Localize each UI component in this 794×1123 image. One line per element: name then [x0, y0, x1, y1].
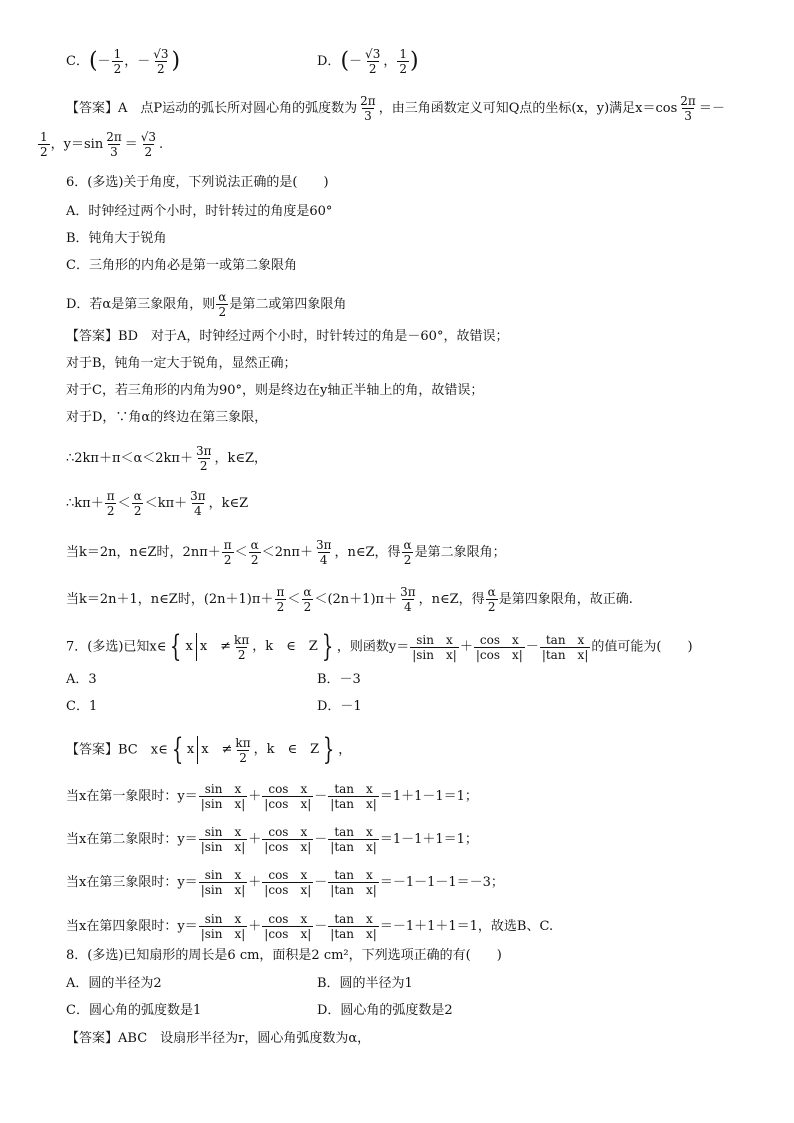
- q8-option-d: D．圆心角的弧度数是2: [317, 1003, 453, 1018]
- q7-quadrant-2: 当x在第二象限时：y＝ $\frac{\text{sin x}}{\text{|sin x|}}$ ＋ $\frac{\text{cos x}}{\text{|cos x|}}$ － $\frac{\text{tan x}}{\text{|tan x|}}$ ＝1－1＋1＝1；: [66, 825, 478, 854]
- q6-option-a: A．时钟经过两个小时，时针转过的角度是60°: [66, 204, 333, 219]
- q8-option-b: B．圆的半径为1: [317, 976, 413, 991]
- q7-option-b: B．－3: [317, 672, 361, 687]
- q7-quadrant-1: 当x在第一象限时：y＝ $\frac{\text{sin x}}{\text{|sin x|}}$ ＋ $\frac{\text{cos x}}{\text{|cos x|}}$ － $\frac{\text{tan x}}{\text{|tan x|}}$ ＝1＋1－1＝1；: [66, 782, 478, 811]
- q8-option-c: C．圆心角的弧度数是1: [66, 1003, 202, 1018]
- q5-answer-line1: 【答案】A 点P运动的弧长所对圆心角的弧度数为 $\frac{2\pi}{3}$ ，由三角函数定义可知Q点的坐标(x，y)满足x＝cos $\frac{2\pi}{3}$ ＝－: [66, 94, 725, 123]
- q5-option-c: C．(－ $\frac{1}{2}$ ，－ $\frac{√3}{2}$ ): [66, 47, 181, 76]
- q7-stem: 7．(多选)已知x∈ { x x ≠ $\frac{k\pi}{2}$ ，k ∈ Z } ，则函数y＝ $\frac{\text{sin x}}{\text{|sin x|}}$ ＋ $\frac{\text{cos x}}{\text{|cos x|}}$ － $\frac{\text{tan x}}{\text{|tan x|}}$ 的值可能为( ): [66, 629, 693, 664]
- q8-answer: 【答案】ABC 设扇形半径为r，圆心角弧度数为α，: [66, 1031, 371, 1046]
- q7-quadrant-3: 当x在第三象限时：y＝ $\frac{\text{sin x}}{\text{|sin x|}}$ ＋ $\frac{\text{cos x}}{\text{|cos x|}}$ － $\frac{\text{tan x}}{\text{|tan x|}}$ ＝－1－1－1＝－3；: [66, 868, 504, 897]
- q5-option-d: D．(－ $\frac{√3}{2}$ ， $\frac{1}{2}$ ): [317, 47, 419, 76]
- q7-option-a: A．3: [66, 672, 97, 687]
- q5-answer-line2: $\frac{1}{2}$ ，y＝sin $\frac{2\pi}{3}$ ＝ $\frac{√3}{2}$ .: [40, 130, 164, 159]
- q7-option-d: D．－1: [317, 699, 362, 714]
- q6-case1: 当k＝2n，n∈Z时，2nπ＋ $\frac{\pi}{2}$ ＜ $\frac{\alpha}{2}$ ＜2nπ＋ $\frac{3\pi}{4}$ ，n∈Z，得 $\frac{\alpha}{2}$ 是第二象限角；: [66, 538, 506, 567]
- q6-step1: ∴2kπ＋π＜α＜2kπ＋ $\frac{3\pi}{2}$ ，k∈Z，: [66, 444, 268, 473]
- q6-answer-b: 对于B，钝角一定大于锐角，显然正确；: [66, 356, 297, 371]
- q6-case2: 当k＝2n＋1，n∈Z时，(2n＋1)π＋ $\frac{\pi}{2}$ ＜ $\frac{\alpha}{2}$ ＜(2n＋1)π＋ $\frac{3\pi}{4}$ ，n∈Z，得 $\frac{\alpha}{2}$ 是第四象限角，故正确.: [66, 585, 633, 614]
- q6-answer-d: 对于D，∵角α的终边在第三象限，: [66, 410, 268, 425]
- q6-option-b: B．钝角大于锐角: [66, 231, 167, 246]
- q6-option-c: C．三角形的内角必是第一或第二象限角: [66, 258, 297, 273]
- q6-answer-c: 对于C，若三角形的内角为90°，则是终边在y轴正半轴上的角，故错误；: [66, 383, 484, 398]
- q7-quadrant-4: 当x在第四象限时：y＝ $\frac{\text{sin x}}{\text{|sin x|}}$ ＋ $\frac{\text{cos x}}{\text{|cos x|}}$ － $\frac{\text{tan x}}{\text{|tan x|}}$ ＝－1＋1＋1＝1，故选B、C.: [66, 912, 554, 941]
- q6-option-d: D．若α是第三象限角，则 $\frac{\alpha}{2}$ 是第二或第四象限角: [66, 290, 347, 319]
- q8-option-a: A．圆的半径为2: [66, 976, 162, 991]
- q7-answer: 【答案】BC x∈ { x x ≠ $\frac{k\pi}{2}$ ，k ∈ Z } ，: [66, 732, 352, 767]
- q6-step2: ∴kπ＋ $\frac{\pi}{2}$ ＜ $\frac{\alpha}{2}$ ＜kπ＋ $\frac{3\pi}{4}$ ，k∈Z: [66, 489, 249, 518]
- q6-stem: 6．(多选)关于角度，下列说法正确的是( ): [66, 175, 329, 190]
- q6-answer: 【答案】BD 对于A，时钟经过两个小时，时针转过的角是－60°，故错误；: [66, 329, 509, 344]
- q7-option-c: C．1: [66, 699, 98, 714]
- q8-stem: 8．(多选)已知扇形的周长是6 cm，面积是2 cm²，下列选项正确的有( ): [66, 948, 502, 963]
